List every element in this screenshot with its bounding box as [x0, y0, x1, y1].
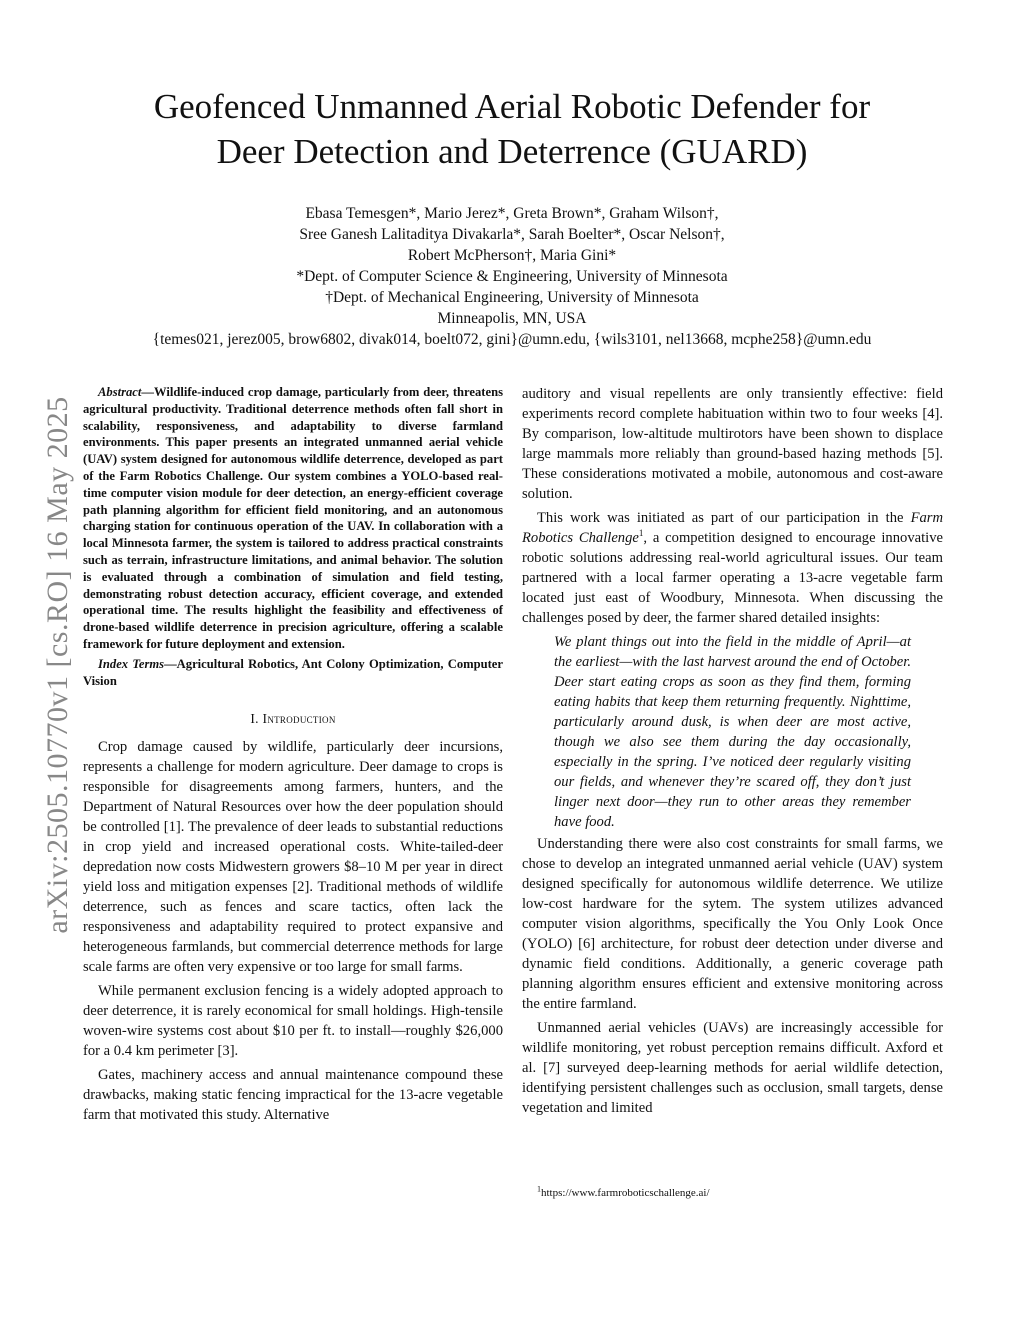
p2-after: , a competition designed to encourage innovative robotic solutions addressing real-world agricultural issues. Our team partnered with a local farmer operating a 13-acre vegetable farm located just east of Woodbury, Minnesota. When discussing the challenges posed by deer, the farmer shared detailed insights: [522, 530, 943, 626]
p2-before: This work was initiated as part of our participation in the [537, 510, 911, 526]
footnote-mark: 1 [537, 1184, 541, 1194]
title-line-2: Deer Detection and Deterrence (GUARD) [216, 132, 808, 171]
author-line-2: Sree Ganesh Lalitaditya Divakarla*, Sarah Boelter*, Oscar Nelson†, [299, 226, 725, 243]
footnote-ref: 1 [638, 528, 644, 539]
abstract [83, 384, 503, 653]
footnote-url[interactable]: https://www.farmroboticschallenge.ai/ [541, 1187, 710, 1199]
title-line-1: Geofenced Unmanned Aerial Robotic Defender for [153, 87, 871, 126]
section-title: Introduction [262, 711, 336, 727]
abstract-text: —Wildlife-induced crop damage, particularly from deer, threatens agricultural productivity. Traditional deterrence methods often fall short in scalability, responsiveness, and adaptability to diverse farmland environments. This paper presents an integrated unmanned aerial vehicle (UAV) system designed for autonomous wildlife deterrence, developed as part of the Farm Robotics Challenge. Our system combines a YOLO-based real-time computer vision module for deer detection, an energy-efficient coverage path planning algorithm for efficient field monitoring, and an autonomous charging station for continuous operation of the UAV. In collaboration with a local Minnesota farmer, the system is tailored to address practical constraints such as terrain, infrastructure limitations, and animal behavior. The solution is evaluated through a combination of simulation and field testing, demonstrating robust detection accuracy, efficient coverage, and extended operational time. The results highlight the feasibility and effectiveness of drone-based wildlife deterrence in precision agriculture, offering a scalable framework for future deployment and extension. [83, 385, 503, 651]
index-terms-text: —Agricultural Robotics, Ant Colony Optimization, Computer Vision [83, 656, 503, 688]
left-column [83, 384, 503, 1129]
intro-paragraph-1: Crop damage caused by wildlife, particularly deer incursions, represents a challenge for modern agriculture. Deer damage to crops is responsible for disagreements among farmers, hunters, and the Department of Natural Resources over how the deer population should be controlled [1]. The prevalence of deer leads to substantial reductions in crop yield and increased operational costs. White-tailed-deer depredation now costs Midwestern growers $8–10 M per year in direct yield loss and mitigation expenses [2]. Traditional methods of wildlife deterrence, such as fences and scare tactics, often lack the responsiveness and adaptability required to protect expansive and heterogeneous farmlands, but commercial deterrence methods for large scale farms are often very expensive or too large for small farms. [83, 739, 503, 976]
intro-paragraph-3: Gates, machinery access and annual maintenance compound these drawbacks, making static fencing impractical for the 13-acre vegetable farm that motivated this study. Alternative [83, 1067, 503, 1124]
section-numeral: I. [250, 711, 263, 727]
affiliation-me: †Dept. of Mechanical Engineering, University of Minnesota [325, 289, 699, 306]
right-paragraph-2 [522, 508, 943, 628]
author-emails: {temes021, jerez005, brow6802, divak014, boelt072, gini}@umn.edu, {wils3101, nel13668, mcphe258}@umn.edu [152, 331, 872, 348]
right-paragraph-3: Understanding there were also cost constraints for small farms, we chose to develop an integrated unmanned aerial vehicle (UAV) system designed specifically for autonomous wildlife deterrence. We utilize low-cost hardware for the sytem. The system utilizes advanced computer vision algorithms, specifically the You Only Look Once (YOLO) [6] architecture, for robust deer detection under diverse and dynamic field conditions. Additionally, a generic coverage path planning algorithm ensures efficient and extensive monitoring across the entire farmland. [522, 836, 943, 1012]
section-heading-introduction [83, 709, 503, 729]
farmer-quote: We plant things out into the field in the middle of April—at the earliest—with the last harvest around the end of October. Deer start eating crops as soon as they find them, forming eating habits that keep them returning frequently. Nighttime, particularly around dusk, is when deer are most active, though we also see them during the day occasionally, especially in the spring. I’ve noticed deer regularly visiting our fields, and whenever they’re scared off, they don’t just linger next door—they run to other areas they remember have food. [554, 634, 911, 830]
farm-robotics-challenge: Farm Robotics Challenge [522, 510, 943, 546]
affiliation-cs: *Dept. of Computer Science & Engineering, University of Minnesota [296, 268, 728, 285]
abstract-label: Abstract [98, 385, 142, 399]
right-paragraph-1: auditory and visual repellents are only transiently effective: field experiments record complete habituation within two to four weeks [4]. By comparison, low-altitude multirotors have been shown to displace large mammals more reliably than ground-based hazing methods [5]. These considerations motivated a mobile, autonomous and cost-aware solution. [522, 386, 943, 502]
author-block [0, 203, 1024, 350]
index-terms-label: Index Terms [98, 656, 165, 671]
index-terms [83, 656, 503, 690]
paper-title [0, 84, 1024, 174]
location: Minneapolis, MN, USA [437, 310, 587, 327]
author-line-1: Ebasa Temesgen*, Mario Jerez*, Greta Brown*, Graham Wilson†, [305, 205, 719, 222]
arxiv-watermark [0, 0, 74, 934]
right-paragraph-4: Unmanned aerial vehicles (UAVs) are increasingly accessible for wildlife monitoring, yet robust perception remains difficult. Axford et al. [7] surveyed deep-learning methods for aerial wildlife detection, identifying persistent challenges such as occlusion, small targets, dense vegetation and limited [522, 1020, 943, 1116]
arxiv-watermark-text: arXiv:2505.10770v1 [cs.RO] 16 May 2025 [41, 396, 74, 934]
author-line-3: Robert McPherson†, Maria Gini* [407, 247, 617, 264]
intro-paragraph-2: While permanent exclusion fencing is a widely adopted approach to deer deterrence, it is rarely economical for small holdings. High-tensile woven-wire systems cost about $10 per ft. to install—roughly $26,000 for a 0.4 km perimeter [3]. [83, 983, 503, 1060]
right-column [522, 384, 943, 1122]
footnote [537, 1186, 710, 1200]
